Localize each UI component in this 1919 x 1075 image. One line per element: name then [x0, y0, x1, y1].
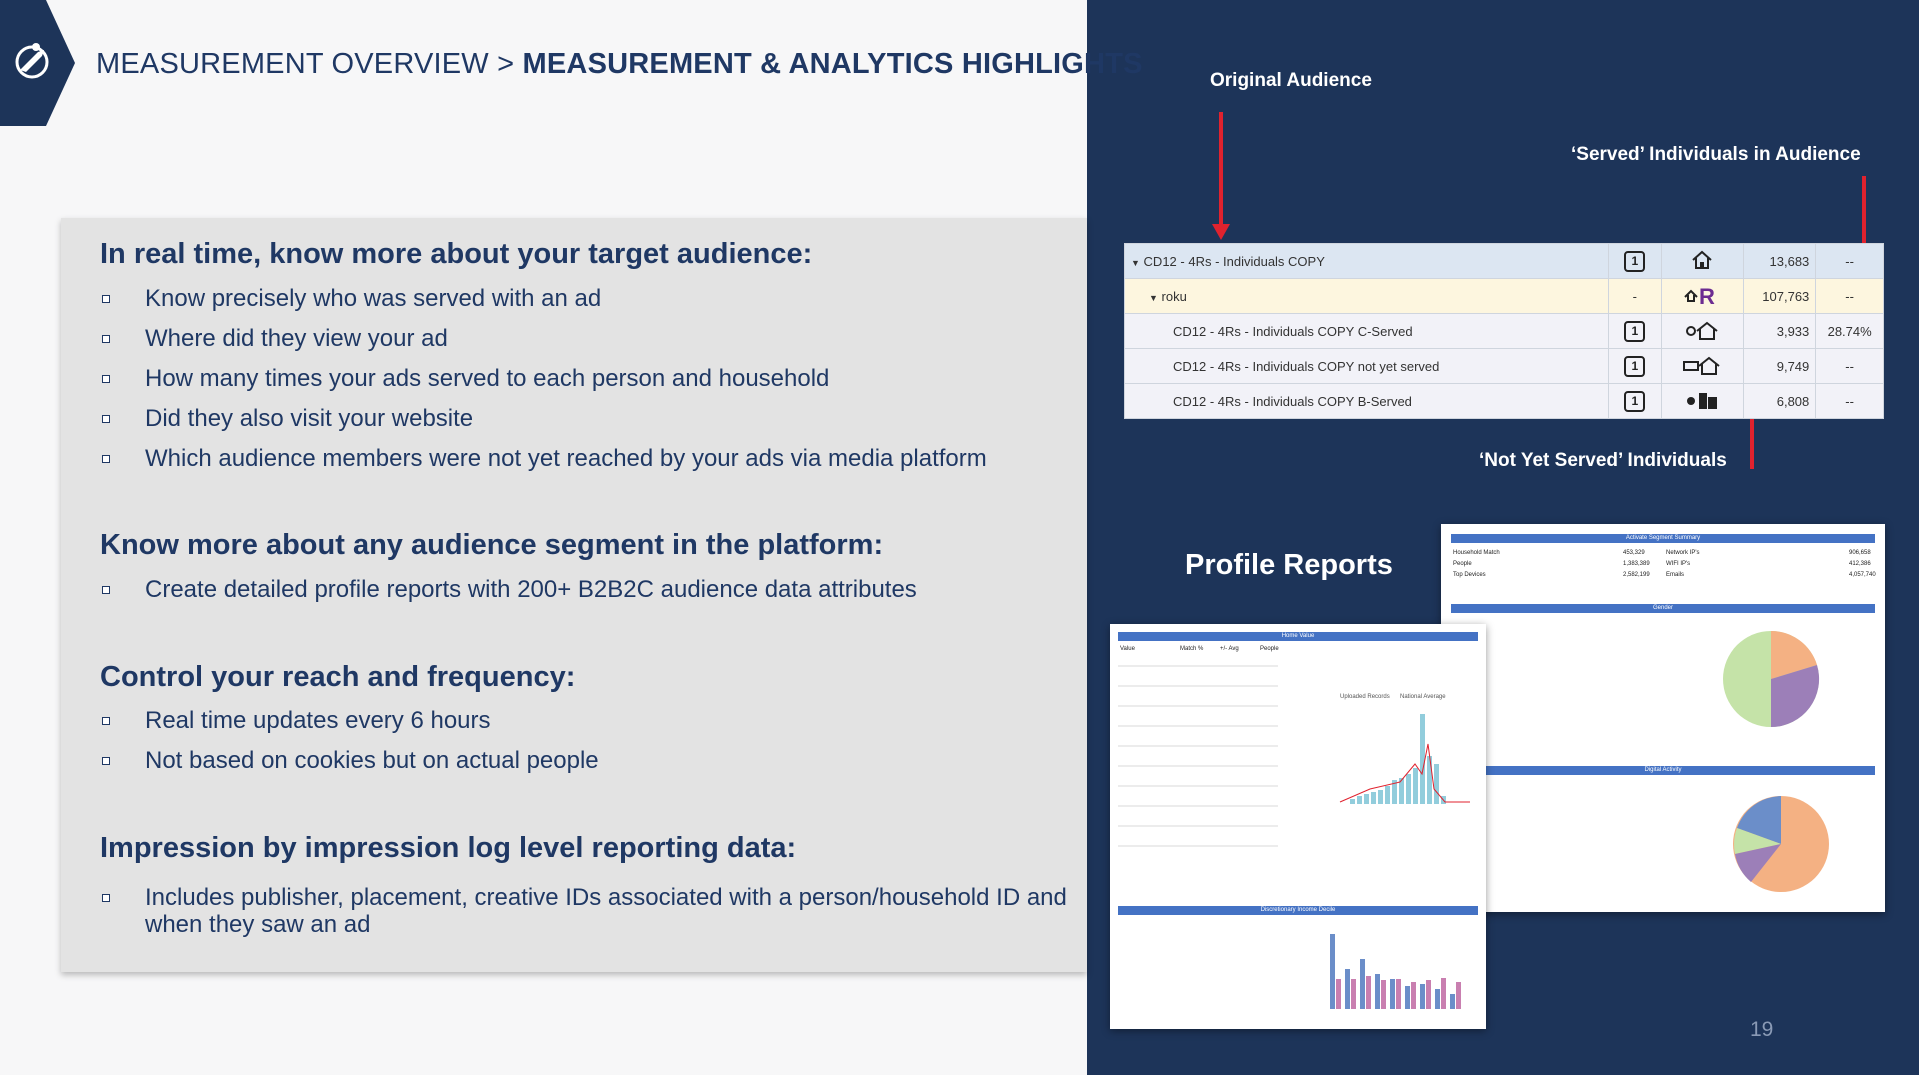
bullet-square-icon	[102, 586, 110, 594]
profile-reports-title: Profile Reports	[1185, 549, 1393, 581]
home-value-table-lines	[1118, 656, 1278, 856]
gender-pie-chart	[1721, 629, 1821, 729]
bullet-square-icon	[102, 455, 110, 463]
table-row[interactable]: CD12 - 4Rs - Individuals COPY not yet served 1 9,749 --	[1125, 349, 1884, 384]
title-current: MEASUREMENT & ANALYTICS HIGHLIGHTS	[522, 48, 1143, 80]
report-title-bar: Activate Segment Summary	[1451, 534, 1875, 543]
table-row[interactable]: CD12 - 4Rs - Individuals COPY B-Served 1 6,808 --	[1125, 384, 1884, 419]
bullet-square-icon	[102, 375, 110, 383]
count-badge: 1	[1624, 391, 1645, 412]
page-number: 19	[1750, 1018, 1774, 1041]
served-home-icon	[1685, 319, 1719, 341]
svg-text:R: R	[1699, 283, 1715, 307]
home-value-report: Home Value Value Match % +/- Avg People Uploaded Records National Average Discretionary Income Decile	[1110, 624, 1486, 1029]
table-row[interactable]: ▼ roku - R 107,763 --	[1125, 279, 1884, 314]
bullet-square-icon	[102, 757, 110, 765]
not-served-home-icon	[1683, 354, 1721, 376]
section-heading: Know more about any audience segment in the platform:	[100, 529, 884, 561]
home-value-bar-chart	[1310, 704, 1475, 814]
bullet-square-icon	[102, 295, 110, 303]
bullet-square-icon	[102, 415, 110, 423]
not-yet-served-label: ‘Not Yet Served’ Individuals	[1479, 450, 1727, 471]
report-title-bar: Gender	[1451, 604, 1875, 613]
served-building-icon	[1685, 389, 1719, 411]
roku-icon	[1682, 283, 1722, 307]
table-row[interactable]: ▼ CD12 - 4Rs - Individuals COPY 1 13,683 --	[1125, 244, 1884, 279]
audience-table	[1124, 243, 1884, 419]
bullet-square-icon	[102, 717, 110, 725]
count-badge: 1	[1624, 321, 1645, 342]
home-icon	[1691, 250, 1713, 270]
logo-icon	[0, 0, 75, 126]
section-heading: Impression by impression log level reporting data:	[100, 832, 797, 864]
served-individuals-label: ‘Served’ Individuals in Audience	[1571, 144, 1861, 165]
arrow-down-icon	[1212, 224, 1230, 240]
bullet-square-icon	[102, 894, 110, 902]
page-title	[96, 48, 1143, 81]
digital-activity-pie-chart	[1731, 794, 1831, 894]
bullet-square-icon	[102, 335, 110, 343]
table-row[interactable]: CD12 - 4Rs - Individuals COPY C-Served 1 3,933 28.74%	[1125, 314, 1884, 349]
section-heading: Control your reach and frequency:	[100, 661, 576, 693]
count-badge: 1	[1624, 251, 1645, 272]
report-title-bar: Discretionary Income Decile	[1118, 906, 1478, 915]
count-badge: 1	[1624, 356, 1645, 377]
title-breadcrumb: MEASUREMENT OVERVIEW >	[96, 48, 523, 80]
section-heading: In real time, know more about your target audience:	[100, 238, 813, 270]
segment-summary-report: Activate Segment Summary Household Match 453,329 Network IP's 906,658 People 1,383,389 WIFI IP's 412,386 Top Devices 2,582,199 Emails 4,057,740 Gender Digital Activity	[1441, 524, 1885, 912]
income-bar-chart	[1310, 924, 1475, 1014]
report-title-bar: Digital Activity	[1451, 766, 1875, 775]
original-audience-label: Original Audience	[1210, 70, 1372, 91]
arrow-shaft	[1219, 112, 1223, 224]
report-title-bar: Home Value	[1118, 632, 1478, 641]
